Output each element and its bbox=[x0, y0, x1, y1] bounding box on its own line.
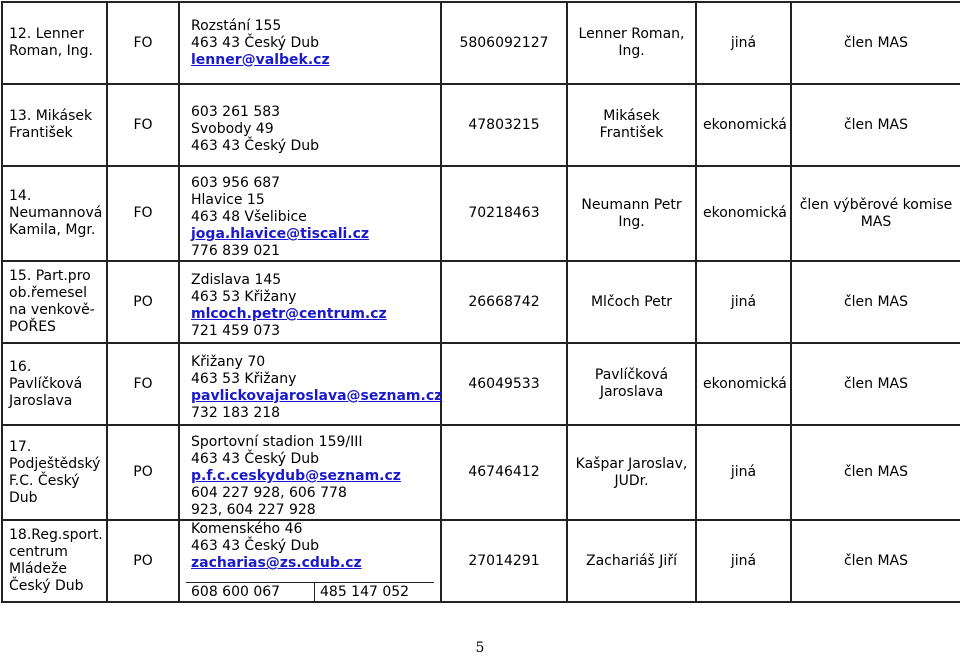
member-contact bbox=[179, 261, 441, 343]
member-name: 16. Pavlíčková Jaroslava bbox=[2, 343, 107, 425]
contact-line: 603 956 687 bbox=[191, 175, 281, 191]
contact-line: Komenského 46 bbox=[191, 521, 303, 537]
email-link[interactable]: lenner@valbek.cz bbox=[191, 51, 330, 68]
member-ic: 47803215 bbox=[441, 84, 567, 166]
contact-line: 463 43 Český Dub bbox=[191, 34, 320, 51]
member-representative: Pavlíčková Jaroslava bbox=[567, 343, 696, 425]
table-row bbox=[2, 2, 960, 84]
member-role: člen MAS bbox=[791, 261, 960, 343]
contact-line: Rozstání 155 bbox=[191, 17, 282, 34]
member-ic: 27014291 bbox=[441, 520, 567, 602]
contact-line: 463 43 Český Dub bbox=[191, 137, 320, 154]
member-role: člen MAS bbox=[791, 520, 960, 602]
member-representative: Mikásek František bbox=[567, 84, 696, 166]
contact-line: 604 227 928, 606 778 923, 604 227 928 bbox=[191, 485, 347, 518]
member-type: FO bbox=[107, 2, 179, 84]
member-ic: 26668742 bbox=[441, 261, 567, 343]
member-type: PO bbox=[107, 520, 179, 602]
member-role: člen MAS bbox=[791, 2, 960, 84]
member-name: 15. Part.pro ob.řemesel na venkově-POŘES bbox=[2, 261, 107, 343]
contact-line: 732 183 218 bbox=[191, 405, 281, 421]
member-group: ekonomická bbox=[696, 343, 791, 425]
phone-number: 608 600 067 bbox=[186, 583, 315, 601]
contact-line: 463 43 Český Dub bbox=[191, 538, 320, 554]
email-link[interactable]: p.f.c.ceskydub@seznam.cz bbox=[191, 468, 401, 484]
member-type: PO bbox=[107, 425, 179, 520]
member-representative: Zachariáš Jiří bbox=[567, 520, 696, 602]
contact-line: 463 48 Všelibice bbox=[191, 209, 307, 225]
contact-line: Zdislava 145 bbox=[191, 272, 282, 288]
email-link[interactable]: pavlickovajaroslava@seznam.cz bbox=[191, 388, 443, 404]
member-role: člen MAS bbox=[791, 84, 960, 166]
contact-line: Hlavice 15 bbox=[191, 192, 265, 208]
table-row bbox=[2, 520, 960, 602]
table-row bbox=[2, 343, 960, 425]
email-link[interactable]: joga.hlavice@tiscali.cz bbox=[191, 226, 370, 242]
member-representative: Neumann Petr Ing. bbox=[567, 166, 696, 261]
phone-number: 485 147 052 bbox=[320, 584, 410, 600]
member-ic: 70218463 bbox=[441, 166, 567, 261]
member-representative: Mlčoch Petr bbox=[567, 261, 696, 343]
table-row bbox=[2, 166, 960, 261]
member-type: FO bbox=[107, 166, 179, 261]
member-group: jiná bbox=[696, 2, 791, 84]
member-role: člen výběrové komise MAS bbox=[791, 166, 960, 261]
member-type: FO bbox=[107, 84, 179, 166]
member-role: člen MAS bbox=[791, 343, 960, 425]
member-ic: 46746412 bbox=[441, 425, 567, 520]
member-group: jiná bbox=[696, 425, 791, 520]
member-contact bbox=[179, 343, 441, 425]
contact-line: Křižany 70 bbox=[191, 354, 266, 370]
member-type: PO bbox=[107, 261, 179, 343]
table-row bbox=[2, 261, 960, 343]
contact-line: 603 261 583 bbox=[191, 103, 281, 120]
member-ic: 46049533 bbox=[441, 343, 567, 425]
page-number: 5 bbox=[475, 640, 485, 656]
phone-numbers bbox=[186, 582, 434, 601]
table-row bbox=[2, 425, 960, 520]
member-contact bbox=[179, 84, 441, 166]
member-representative: Kašpar Jaroslav, JUDr. bbox=[567, 425, 696, 520]
member-representative: Lenner Roman, Ing. bbox=[567, 2, 696, 84]
email-link[interactable]: zacharias@zs.cdub.cz bbox=[191, 555, 362, 571]
contact-line: Sportovní stadion 159/III bbox=[191, 434, 363, 450]
member-ic: 5806092127 bbox=[441, 2, 567, 84]
member-group: jiná bbox=[696, 520, 791, 602]
member-name: 13. Mikásek František bbox=[2, 84, 107, 166]
member-contact bbox=[179, 425, 441, 520]
member-name: 12. Lenner Roman, Ing. bbox=[2, 2, 107, 84]
member-name: 14. Neumannová Kamila, Mgr. bbox=[2, 166, 107, 261]
contact-line: 776 839 021 bbox=[191, 243, 281, 259]
contact-line: 463 43 Český Dub bbox=[191, 451, 320, 467]
member-name: 18.Reg.sport. centrum Mládeže Český Dub bbox=[2, 520, 107, 602]
member-type: FO bbox=[107, 343, 179, 425]
member-contact bbox=[179, 2, 441, 84]
member-name: 17. Podještědský F.C. Český Dub bbox=[2, 425, 107, 520]
member-contact bbox=[179, 166, 441, 261]
contact-line: 463 53 Křižany bbox=[191, 289, 297, 305]
contact-line: 721 459 073 bbox=[191, 323, 281, 339]
table-row bbox=[2, 84, 960, 166]
member-group: jiná bbox=[696, 261, 791, 343]
contact-line: Svobody 49 bbox=[191, 120, 274, 137]
member-group: ekonomická bbox=[696, 166, 791, 261]
email-link[interactable]: mlcoch.petr@centrum.cz bbox=[191, 306, 387, 322]
contact-line: 463 53 Křižany bbox=[191, 371, 297, 387]
members-table bbox=[1, 1, 960, 603]
member-contact bbox=[179, 520, 441, 602]
member-role: člen MAS bbox=[791, 425, 960, 520]
member-group: ekonomická bbox=[696, 84, 791, 166]
